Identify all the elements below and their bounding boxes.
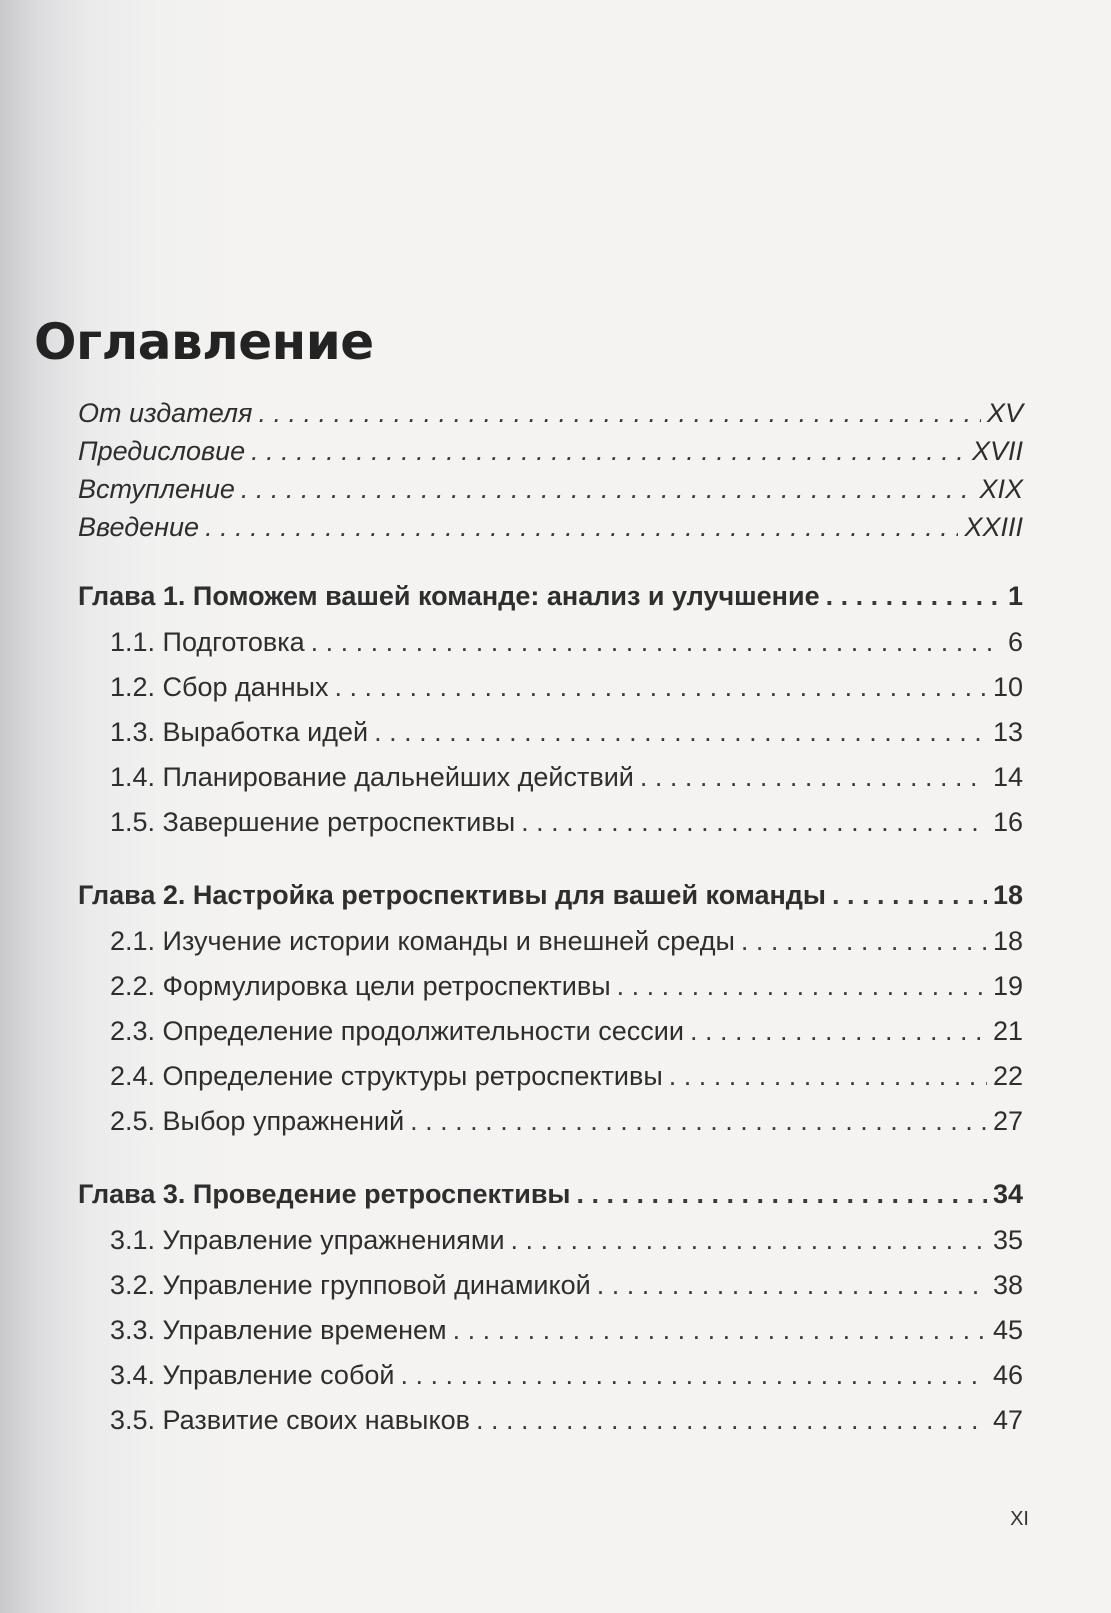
page-title: Оглавление xyxy=(34,313,374,371)
dot-leader xyxy=(597,1263,987,1308)
entry-label: Предисловие xyxy=(78,436,246,466)
table-of-contents xyxy=(34,312,1023,1443)
section-page: 27 xyxy=(992,1106,1023,1136)
dot-leader xyxy=(669,1054,987,1099)
dot-leader xyxy=(640,755,987,800)
toc-entry-section[interactable] xyxy=(78,1054,1023,1099)
dot-leader xyxy=(401,1353,987,1398)
section-label: 3.1. Управление упражнениями xyxy=(110,1225,505,1255)
section-page: 6 xyxy=(1007,627,1023,657)
toc-entry-section[interactable] xyxy=(78,710,1023,755)
toc-entry-section[interactable] xyxy=(78,620,1023,665)
dot-leader xyxy=(241,470,974,508)
front-matter-list xyxy=(78,394,1023,546)
section-label: 2.1. Изучение истории команды и внешней среды xyxy=(110,926,735,956)
section-page: 14 xyxy=(992,762,1023,792)
page-number: XI xyxy=(1010,1508,1029,1530)
section-label: 1.2. Сбор данных xyxy=(110,672,329,702)
entry-page: XV xyxy=(986,398,1023,428)
toc-entry-front[interactable] xyxy=(78,508,1023,546)
section-page: 47 xyxy=(992,1405,1023,1435)
section-label: 3.3. Управление временем xyxy=(110,1315,447,1345)
section-page: 21 xyxy=(992,1016,1023,1046)
section-page: 10 xyxy=(992,672,1023,702)
section-label: 1.1. Подготовка xyxy=(110,627,305,657)
section-label: 1.4. Планирование дальнейших действий xyxy=(110,762,634,792)
entry-label: Вступление xyxy=(78,474,235,504)
dot-leader xyxy=(335,665,987,710)
dot-leader xyxy=(576,1170,986,1218)
toc-entry-chapter[interactable] xyxy=(78,871,1023,919)
section-label: 3.5. Развитие своих навыков xyxy=(110,1405,470,1435)
section-page: 19 xyxy=(992,971,1023,1001)
dot-leader xyxy=(374,710,987,755)
toc-entry-front[interactable] xyxy=(78,394,1023,432)
toc-entry-section[interactable] xyxy=(78,800,1023,845)
toc-entry-front[interactable] xyxy=(78,470,1023,508)
chapter-page: 1 xyxy=(1007,581,1023,611)
entry-label: От издателя xyxy=(78,398,253,428)
toc-entry-section[interactable] xyxy=(78,964,1023,1009)
toc-entry-chapter[interactable] xyxy=(78,572,1023,620)
chapter-page: 18 xyxy=(992,880,1023,910)
toc-entry-section[interactable] xyxy=(78,665,1023,710)
chapter-page: 34 xyxy=(992,1179,1023,1209)
toc-entry-section[interactable] xyxy=(78,1308,1023,1353)
dot-leader xyxy=(251,432,966,470)
section-page: 45 xyxy=(992,1315,1023,1345)
dot-leader xyxy=(690,1009,987,1054)
toc-entry-section[interactable] xyxy=(78,1263,1023,1308)
chapter-label: Глава 2. Настройка ретроспективы для вашей команды xyxy=(78,880,826,910)
dot-leader xyxy=(311,620,1002,665)
chapter-block xyxy=(78,572,1023,845)
dot-leader xyxy=(205,508,958,546)
dot-leader xyxy=(826,572,1002,620)
section-page: 38 xyxy=(992,1270,1023,1300)
entry-page: XVII xyxy=(971,436,1023,466)
section-page: 22 xyxy=(992,1061,1023,1091)
toc-entry-section[interactable] xyxy=(78,755,1023,800)
section-page: 16 xyxy=(992,807,1023,837)
toc-entry-section[interactable] xyxy=(78,1398,1023,1443)
chapter-label: Глава 3. Проведение ретроспективы xyxy=(78,1179,571,1209)
section-label: 1.3. Выработка идей xyxy=(110,717,369,747)
dot-leader xyxy=(511,1218,987,1263)
toc-entry-front[interactable] xyxy=(78,432,1023,470)
section-label: 3.2. Управление групповой динамикой xyxy=(110,1270,591,1300)
dot-leader xyxy=(832,871,987,919)
dot-leader xyxy=(617,964,987,1009)
chapter-block xyxy=(78,1170,1023,1443)
section-label: 3.4. Управление собой xyxy=(110,1360,395,1390)
toc-entry-section[interactable] xyxy=(78,1099,1023,1144)
dot-leader xyxy=(741,919,987,964)
section-label: 1.5. Завершение ретроспективы xyxy=(110,807,516,837)
dot-leader xyxy=(410,1099,987,1144)
section-label: 2.2. Формулировка цели ретроспективы xyxy=(110,971,611,1001)
section-label: 2.3. Определение продолжительности сессии xyxy=(110,1016,684,1046)
section-label: 2.5. Выбор упражнений xyxy=(110,1106,405,1136)
toc-entry-section[interactable] xyxy=(78,1353,1023,1398)
chapter-label: Глава 1. Поможем вашей команде: анализ и улучшение xyxy=(78,581,820,611)
dot-leader xyxy=(453,1308,987,1353)
toc-entry-chapter[interactable] xyxy=(78,1170,1023,1218)
toc-entry-section[interactable] xyxy=(78,919,1023,964)
entry-label: Введение xyxy=(78,512,200,542)
section-label: 2.4. Определение структуры ретроспективы xyxy=(110,1061,663,1091)
dot-leader xyxy=(521,800,987,845)
entry-page: XIX xyxy=(979,474,1023,504)
section-page: 46 xyxy=(992,1360,1023,1390)
entry-page: XXIII xyxy=(964,512,1023,542)
dot-leader xyxy=(258,394,981,432)
section-page: 18 xyxy=(992,926,1023,956)
section-page: 35 xyxy=(992,1225,1023,1255)
dot-leader xyxy=(476,1398,987,1443)
chapter-block xyxy=(78,871,1023,1144)
section-page: 13 xyxy=(992,717,1023,747)
toc-entry-section[interactable] xyxy=(78,1218,1023,1263)
toc-entry-section[interactable] xyxy=(78,1009,1023,1054)
